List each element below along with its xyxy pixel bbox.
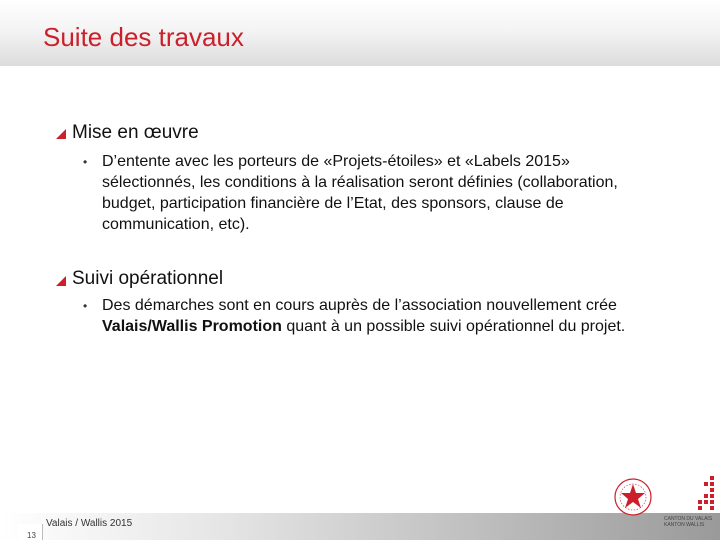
section-triangle-icon [56,276,66,286]
canton-label-line1: CANTON DU VALAIS [664,516,713,522]
footer-label: Valais / Wallis 2015 [46,518,133,529]
paragraph-text-end: quant à un possible suivi opérationnel du projet. [281,318,626,335]
organization-name: Valais/Wallis Promotion [102,318,282,335]
canton-label [664,516,712,528]
canton-label-line2: KANTON WALLIS [664,522,705,528]
paragraph-text-start: Des démarches sont en cours auprès de l’association nouvellement crée [102,297,617,314]
page-number: 13 [27,531,36,540]
section-heading-follow-up: Suivi opérationnel [72,268,224,289]
section-paragraph-implementation: D’entente avec les porteurs de «Projets-étoiles» et «Labels 2015» sélectionnés, les conditions à la réalisation seront définies (collaboration, budget, participation financière de l’Etat, des sponsors, clause de communication, etc). [102,153,618,233]
section-triangle-icon [56,129,66,139]
section-paragraph-follow-up [102,295,662,337]
bullet-icon: • [83,299,88,313]
section-heading-implementation: Mise en œuvre [72,122,199,143]
slide-title: Suite des travaux [43,22,244,52]
bullet-icon: • [83,155,88,169]
valais-wallis-2015-seal-icon [614,478,652,516]
